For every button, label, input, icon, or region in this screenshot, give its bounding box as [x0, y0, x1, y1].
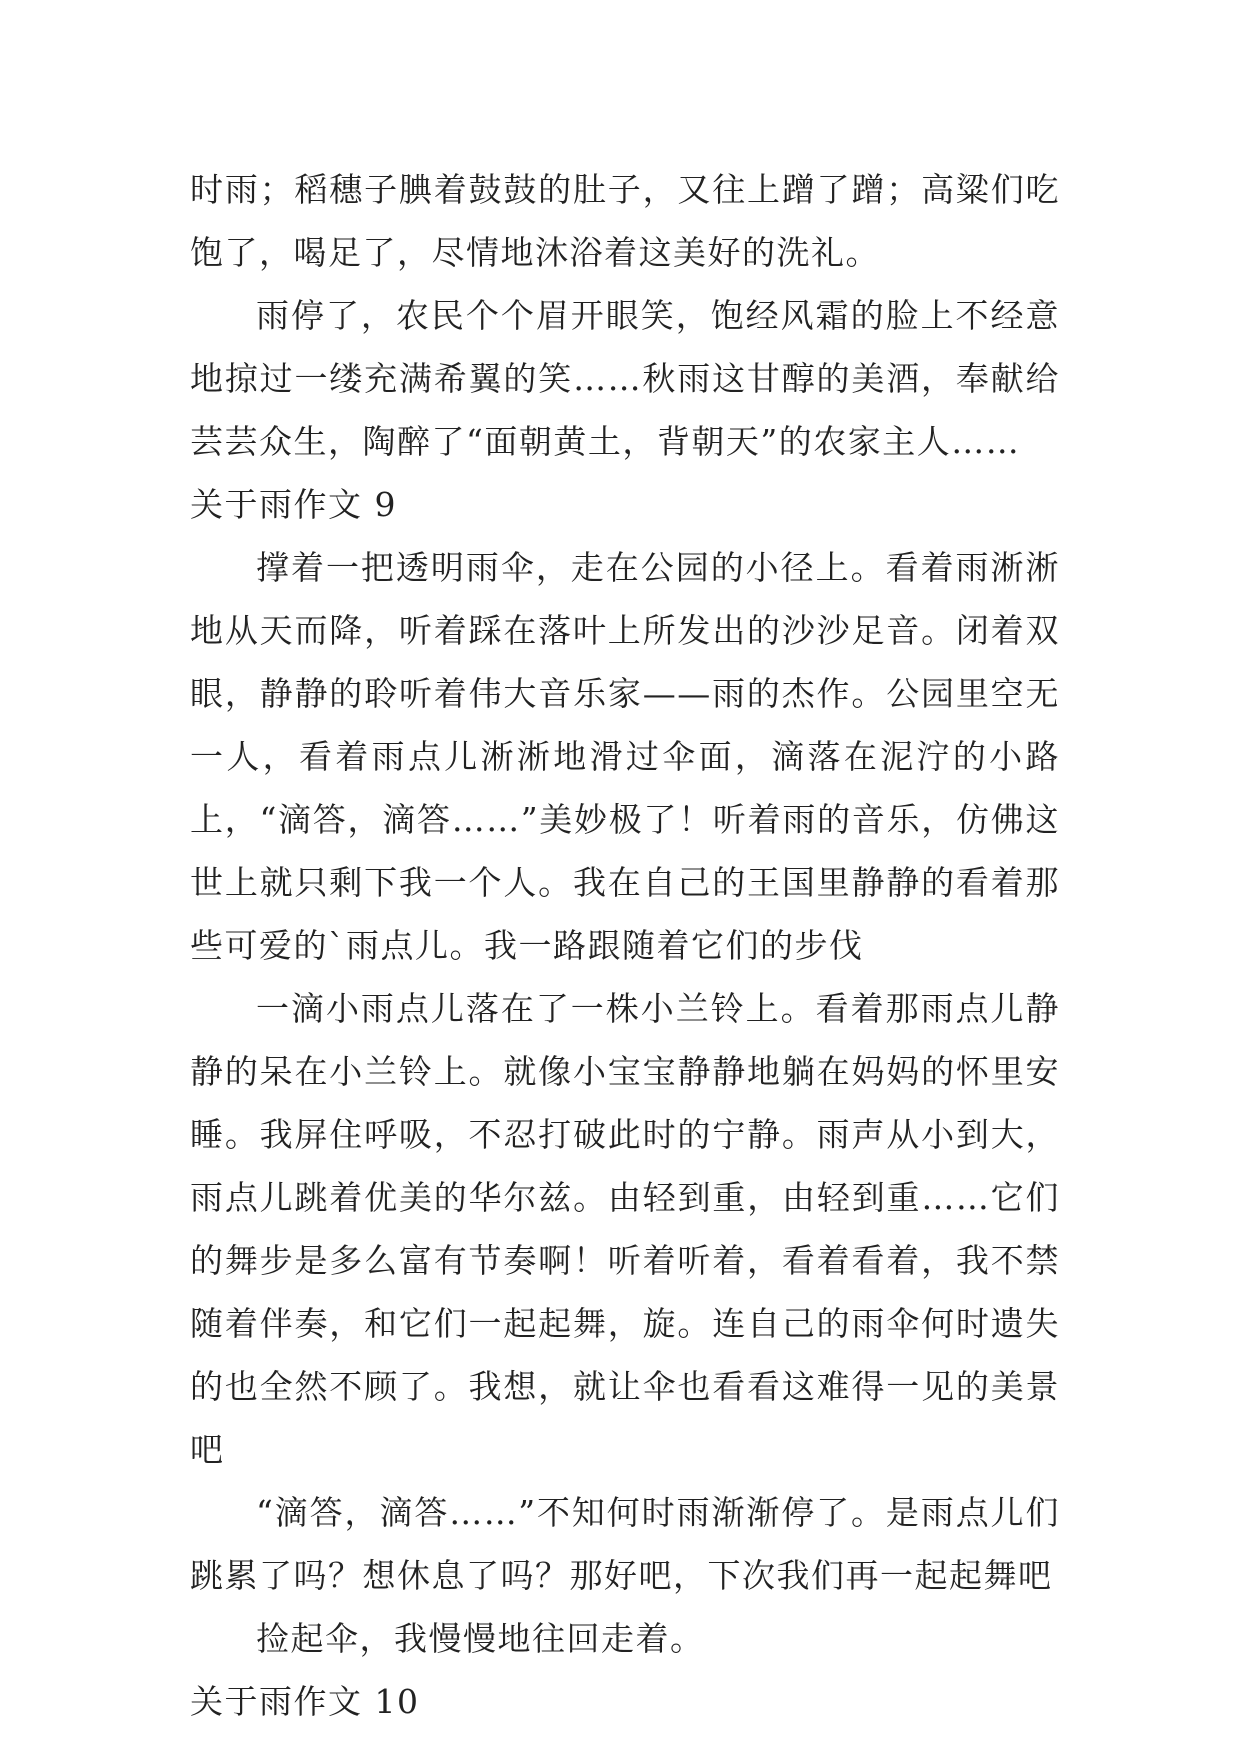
document-body — [190, 158, 1060, 1733]
section-heading: 关于雨作文 10 — [190, 1682, 420, 1721]
paragraph: 捡起伞，我慢慢地往回走着。 — [256, 1619, 705, 1658]
paragraph: 撑着一把透明雨伞，走在公园的小径上。看着雨淅淅地从天而降，听着踩在落叶上所发出的沙沙足音。闭着双眼，静静的聆听着伟大音乐家——雨的杰作。公园里空无一人，看着雨点儿淅淅地滑过伞面，滴落在泥泞的小路上，“滴答，滴答……”美妙极了！听着雨的音乐，仿佛这世上就只剩下我一个人。我在自己的王国里静静的看着那些可爱的`雨点儿。我一路跟随着它们的步伐 — [190, 548, 1060, 965]
paragraph: 一滴小雨点儿落在了一株小兰铃上。看着那雨点儿静静的呆在小兰铃上。就像小宝宝静静地躺在妈妈的怀里安睡。我屏住呼吸，不忍打破此时的宁静。雨声从小到大，雨点儿跳着优美的华尔兹。由轻到重，由轻到重……它们的舞步是多么富有节奏啊！听着听着，看着看着，我不禁随着伴奏，和它们一起起舞，旋。连自己的雨伞何时遗失的也全然不顾了。我想，就让伞也看看这难得一见的美景吧 — [190, 989, 1060, 1469]
paragraph-continuation: 时雨；稻穗子腆着鼓鼓的肚子，又往上蹭了蹭；高粱们吃饱了，喝足了，尽情地沐浴着这美好的洗礼。 — [190, 170, 1060, 272]
section-heading: 关于雨作文 9 — [190, 485, 397, 524]
paragraph: 雨停了，农民个个眉开眼笑，饱经风霜的脸上不经意地掠过一缕充满希翼的笑……秋雨这甘醇的美酒，奉献给芸芸众生，陶醉了“面朝黄土，背朝天”的农家主人…… — [190, 296, 1060, 461]
paragraph: “滴答，滴答……”不知何时雨渐渐停了。是雨点儿们跳累了吗？想休息了吗？那好吧，下次我们再一起起舞吧 — [190, 1493, 1060, 1595]
